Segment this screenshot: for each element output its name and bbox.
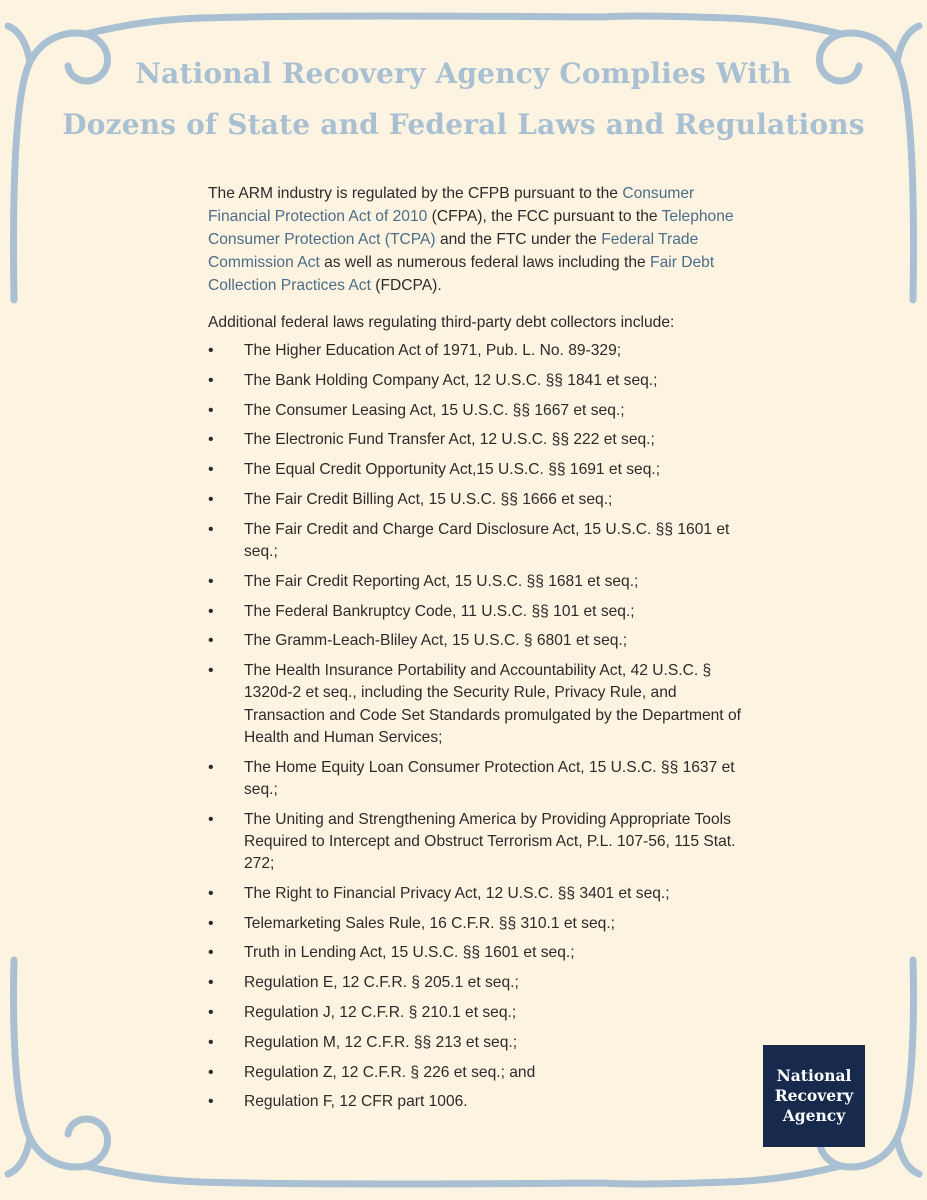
intro-text-3: and the FTC under the (435, 231, 602, 248)
list-item: • The Bank Holding Company Act, 12 U.S.C. §§ 1841 et seq.; (208, 370, 748, 392)
content-body (208, 182, 748, 1121)
list-item: • The Home Equity Loan Consumer Protection Act, 15 U.S.C. §§ 1637 et seq.; (208, 757, 748, 801)
list-item: • The Fair Credit and Charge Card Disclosure Act, 15 U.S.C. §§ 1601 et seq.; (208, 519, 748, 563)
list-item: • Regulation M, 12 C.F.R. §§ 213 et seq.; (208, 1032, 748, 1054)
link-fdcpa[interactable]: Fair Debt Collection Practices Act (208, 254, 715, 294)
page-title-line-2: Dozens of State and Federal Laws and Regulations (62, 108, 865, 141)
list-item: • The Fair Credit Billing Act, 15 U.S.C. §§ 1666 et seq.; (208, 489, 748, 511)
intro-text-2: (CFPA), the FCC pursuant to the (427, 208, 662, 225)
logo-line-2: Recovery (774, 1086, 854, 1105)
logo-line-1: National (776, 1066, 852, 1085)
list-item: • The Electronic Fund Transfer Act, 12 U.S.C. §§ 222 et seq.; (208, 429, 748, 451)
page-title (0, 48, 927, 150)
list-item: • Regulation E, 12 C.F.R. § 205.1 et seq.; (208, 972, 748, 994)
company-logo (763, 1045, 865, 1147)
list-item: • The Fair Credit Reporting Act, 15 U.S.C. §§ 1681 et seq.; (208, 571, 748, 593)
list-item: • The Higher Education Act of 1971, Pub. L. No. 89-329; (208, 340, 748, 362)
intro-text-4: as well as numerous federal laws including the (319, 254, 651, 271)
list-item: • The Health Insurance Portability and Accountability Act, 42 U.S.C. § 1320d-2 et seq., including the Security Rule, Privacy Rule, and Transaction and Code Set Standards promulgated by the Department of Health and Human Services; (208, 660, 748, 749)
list-item: • The Gramm-Leach-Bliley Act, 15 U.S.C. § 6801 et seq.; (208, 630, 748, 652)
page-title-line-1: National Recovery Agency Complies With (135, 57, 792, 90)
list-item: • The Equal Credit Opportunity Act,15 U.S.C. §§ 1691 et seq.; (208, 459, 748, 481)
intro-paragraph (208, 182, 748, 297)
logo-line-3: Agency (782, 1106, 846, 1125)
list-item: • Truth in Lending Act, 15 U.S.C. §§ 1601 et seq.; (208, 942, 748, 964)
list-item: • Regulation Z, 12 C.F.R. § 226 et seq.; and (208, 1062, 748, 1084)
list-item: • Regulation F, 12 CFR part 1006. (208, 1091, 748, 1113)
intro-text-1: The ARM industry is regulated by the CFPB pursuant to the (208, 185, 623, 202)
list-item: • The Consumer Leasing Act, 15 U.S.C. §§ 1667 et seq.; (208, 400, 748, 422)
laws-list (208, 340, 748, 1114)
list-item: • The Right to Financial Privacy Act, 12 U.S.C. §§ 3401 et seq.; (208, 883, 748, 905)
list-item: • Telemarketing Sales Rule, 16 C.F.R. §§ 310.1 et seq.; (208, 913, 748, 935)
list-item: • The Uniting and Strengthening America by Providing Appropriate Tools Required to Intercept and Obstruct Terrorism Act, P.L. 107-56, 115 Stat. 272; (208, 809, 748, 876)
intro-text-5: (FDCPA). (370, 277, 442, 294)
list-item: • Regulation J, 12 C.F.R. § 210.1 et seq.; (208, 1002, 748, 1024)
link-tcpa[interactable]: Telephone Consumer Protection Act (TCPA) (208, 208, 734, 248)
link-cfpa[interactable]: Consumer Financial Protection Act of 2010 (208, 185, 695, 225)
link-ftc-act[interactable]: Federal Trade Commission Act (208, 231, 699, 271)
list-intro: Additional federal laws regulating third-party debt collectors include: (208, 314, 675, 331)
list-item: • The Federal Bankruptcy Code, 11 U.S.C. §§ 101 et seq.; (208, 601, 748, 623)
